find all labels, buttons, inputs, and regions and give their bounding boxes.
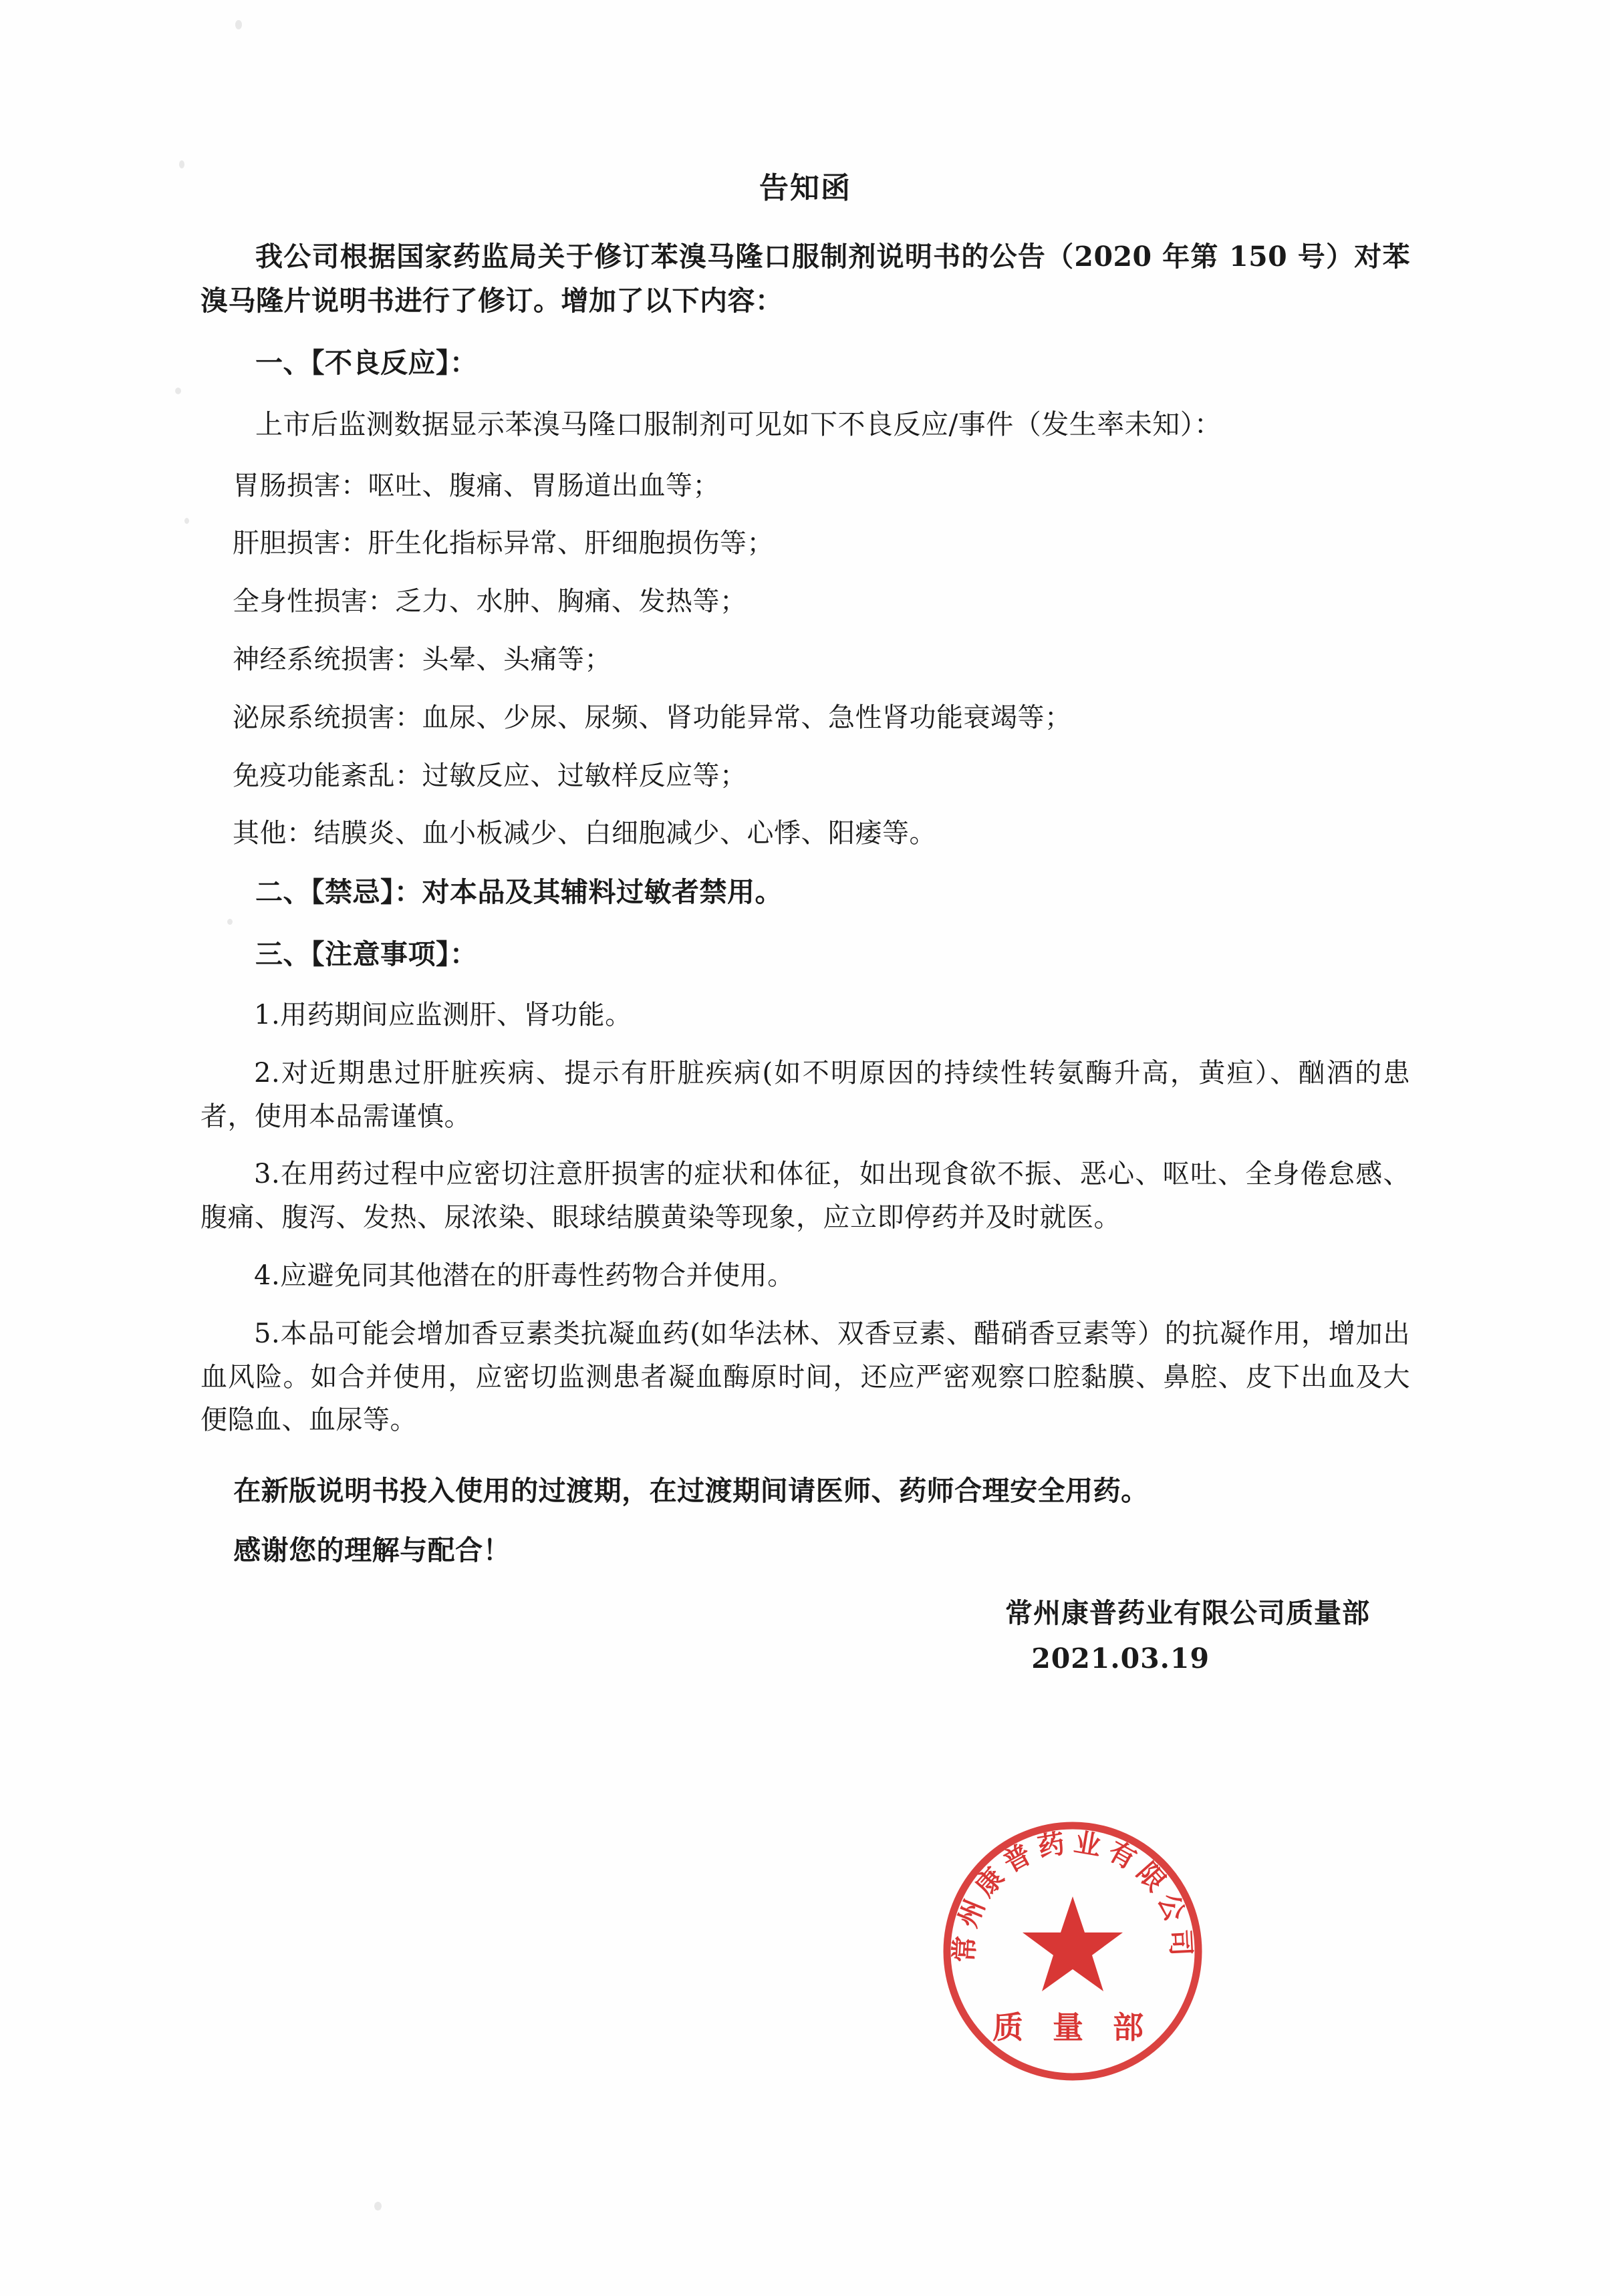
page-title: 告知函 [759, 171, 851, 205]
adverse-reaction-item: 免疫功能紊乱：过敏反应、过敏样反应等； [233, 760, 747, 791]
signature-date: 2021.03.19 [1031, 1642, 1210, 1675]
thanks-paragraph: 感谢您的理解与配合！ [233, 1534, 511, 1566]
precaution-item: 4.应避免同其他潜在的肝毒性药物合并使用。 [254, 1260, 795, 1291]
svg-text:质 量 部: 质 量 部 [992, 2009, 1154, 2045]
adverse-reaction-item: 肝胆损害：肝生化指标异常、肝细胞损伤等； [233, 528, 774, 559]
adverse-reaction-item: 全身性损害：乏力、水肿、胸痛、发热等； [233, 586, 747, 617]
company-seal [939, 1818, 1206, 2085]
paper-speck [374, 2202, 382, 2210]
paper-speck [179, 160, 184, 168]
adverse-reaction-item: 其他：结膜炎、血小板减少、白细胞减少、心悸、阳痿等。 [233, 818, 936, 849]
precaution-item: 3.在用药过程中应密切注意肝损害的症状和体征，如出现食欲不振、恶心、呕吐、全身倦怠感、腹痛、腹泻、发热、尿浓染、眼球结膜黄染等现象，应立即停药并及时就医。 [200, 1159, 1410, 1234]
precaution-item: 5.本品可能会增加香豆素类抗凝血药(如华法林、双香豆素、醋硝香豆素等）的抗凝作用，增加出血风险。如合并使用，应密切监测患者凝血酶原时间，还应严密观察口腔黏膜、鼻腔、皮下出血及大便隐血、血尿等。 [200, 1318, 1410, 1436]
paper-speck [175, 388, 181, 394]
section-heading-1: 一、【不良反应】： [255, 346, 478, 379]
precaution-item: 1.用药期间应监测肝、肾功能。 [254, 1000, 632, 1031]
closing-paragraph: 在新版说明书投入使用的过渡期，在过渡期间请医师、药师合理安全用药。 [233, 1475, 1149, 1508]
section-lead-1: 上市后监测数据显示苯溴马隆口服制剂可见如下不良反应/事件（发生率未知）： [255, 408, 1222, 441]
adverse-reaction-item: 泌尿系统损害：血尿、少尿、尿频、肾功能异常、急性肾功能衰竭等； [233, 702, 1072, 733]
section-heading-3: 三、【注意事项】： [255, 938, 478, 970]
precaution-item: 2.对近期患过肝脏疾病、提示有肝脏疾病(如不明原因的持续性转氨酶升高，黄疸）、酗酒的患者，使用本品需谨慎。 [200, 1057, 1410, 1132]
adverse-reaction-item: 胃肠损害：呕吐、腹痛、胃肠道出血等； [233, 470, 720, 501]
paper-speck [184, 518, 189, 524]
svg-text:常州康普药业有限公司: 常州康普药业有限公司 [948, 1826, 1198, 1964]
signature-block [200, 1591, 1410, 1675]
intro-paragraph: 我公司根据国家药监局关于修订苯溴马隆口服制剂说明书的公告（2020 年第 150 号）对苯溴马隆片说明书进行了修订。增加了以下内容： [200, 241, 1410, 317]
signature-company: 常州康普药业有限公司质量部 [1005, 1597, 1370, 1629]
paper-speck [235, 20, 242, 29]
document-body [200, 164, 1410, 1675]
section-heading-2: 二、【禁忌】：对本品及其辅料过敏者禁用。 [255, 876, 783, 909]
adverse-reaction-item: 神经系统损害：头晕、头痛等； [233, 644, 612, 676]
